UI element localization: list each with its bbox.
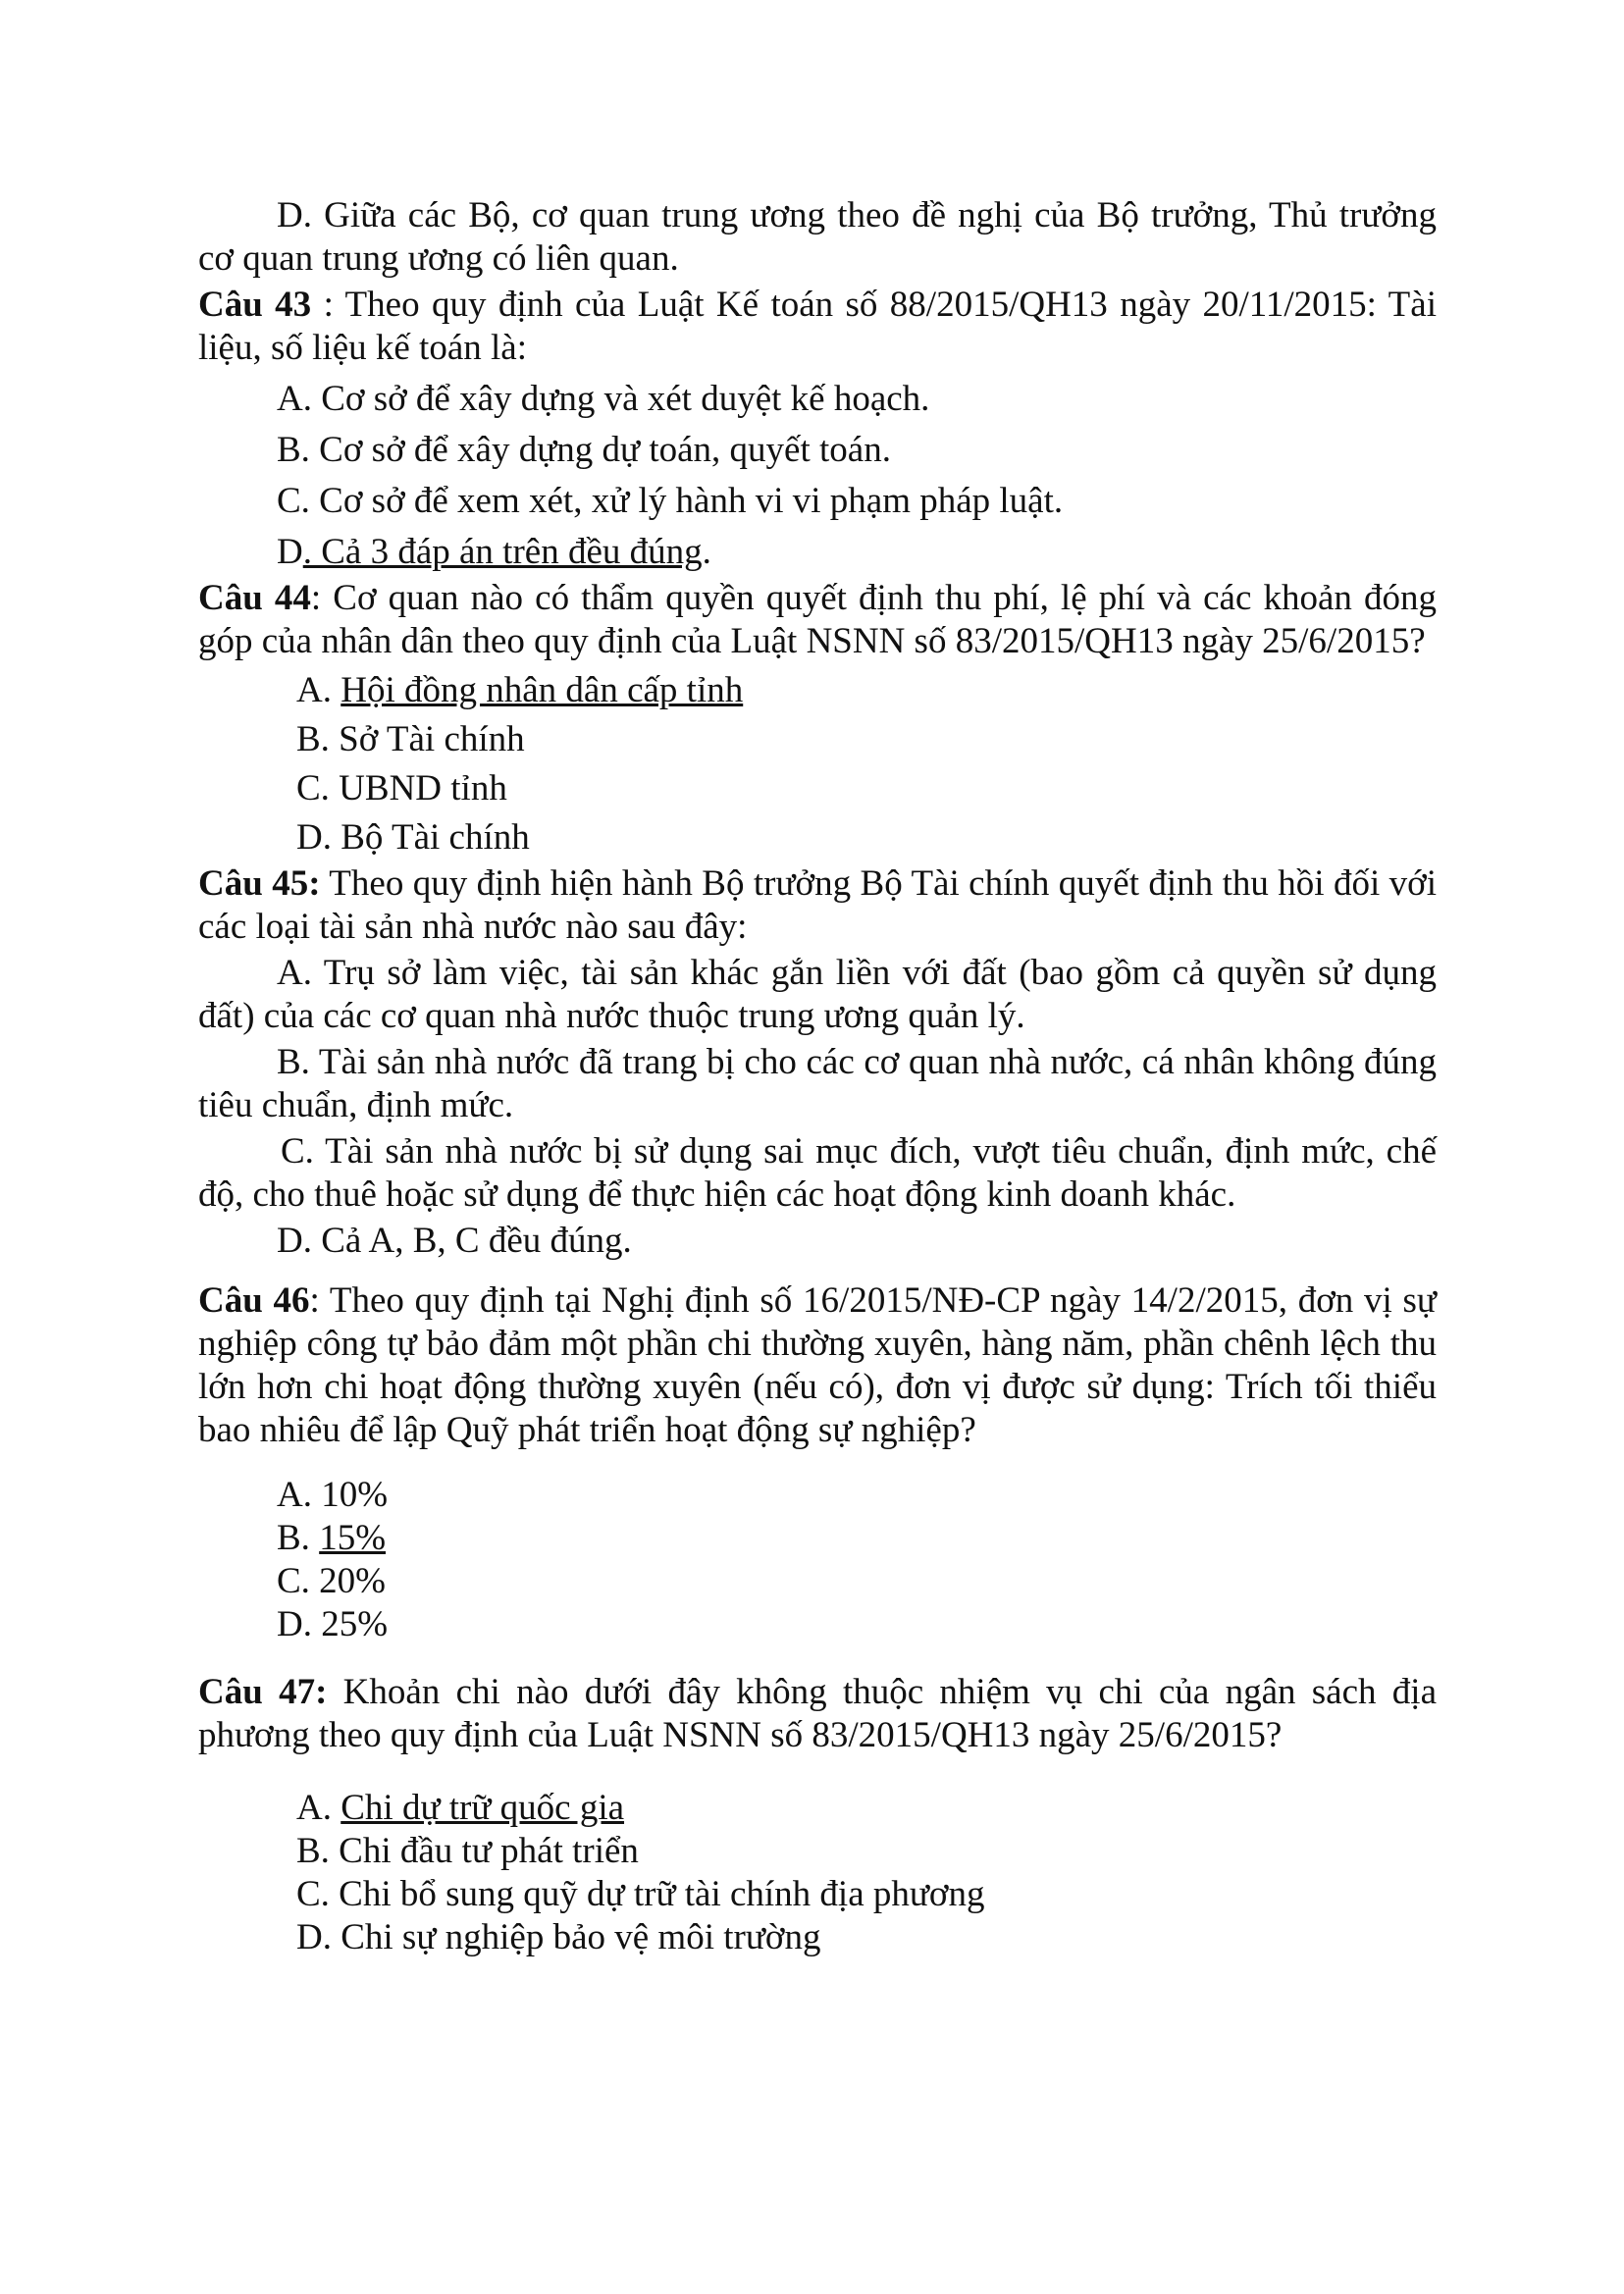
- option-a: A. Trụ sở làm việc, tài sản khác gắn liền với đất (bao gồm cả quyền sử dụng đất) của các cơ quan nhà nước thuộc trung ương quản lý.: [198, 953, 1437, 1036]
- question-label: Câu 47:: [198, 1672, 328, 1712]
- option-c: C. Tài sản nhà nước bị sử dụng sai mục đích, vượt tiêu chuẩn, định mức, chế độ, cho thuê hoặc sử dụng để thực hiện các hoạt động kinh doanh khác.: [198, 1131, 1437, 1215]
- option-a: A. Hội đồng nhân dân cấp tỉnh: [296, 670, 744, 710]
- document-body: [198, 194, 1437, 1959]
- question-42-option-d: D. Giữa các Bộ, cơ quan trung ương theo đề nghị của Bộ trưởng, Thủ trưởng cơ quan trung ương có liên quan.: [198, 195, 1437, 279]
- question-label: Câu 45:: [198, 863, 321, 904]
- option-c: C. UBND tỉnh: [296, 768, 507, 808]
- option-a: A. Chi dự trữ quốc gia: [296, 1788, 625, 1828]
- option-d: D. 25%: [277, 1604, 389, 1644]
- question-44-stem: Câu 44: Cơ quan nào có thẩm quyền quyết định thu phí, lệ phí và các khoản đóng góp của nhân dân theo quy định của Luật NSNN số 83/2015/QH13 ngày 25/6/2015?: [198, 578, 1437, 661]
- option-b: B. 15%: [277, 1518, 387, 1558]
- question-label: Câu 44: [198, 578, 311, 618]
- option-d: D. Cả 3 đáp án trên đều đúng.: [277, 532, 711, 572]
- question-label: Câu 46: [198, 1280, 310, 1321]
- question-label: Câu 43: [198, 285, 312, 325]
- option-a: A. Cơ sở để xây dựng và xét duyệt kế hoạch.: [277, 379, 930, 419]
- option-d: D. Cả A, B, C đều đúng.: [277, 1221, 632, 1261]
- question-46-stem: Câu 46: Theo quy định tại Nghị định số 16/2015/NĐ-CP ngày 14/2/2015, đơn vị sự nghiệp công tự bảo đảm một phần chi thường xuyên, hàng năm, phần chênh lệch thu lớn hơn chi hoạt động thường xuyên (nếu có), đơn vị được sử dụng: Trích tối thiểu bao nhiêu để lập Quỹ phát triển hoạt động sự nghiệp?: [198, 1280, 1437, 1450]
- option-c: C. Chi bổ sung quỹ dự trữ tài chính địa phương: [296, 1874, 985, 1914]
- option-b: B. Sở Tài chính: [296, 719, 525, 759]
- question-45-stem: Câu 45: Theo quy định hiện hành Bộ trưởng Bộ Tài chính quyết định thu hồi đối với các loại tài sản nhà nước nào sau đây:: [198, 863, 1438, 947]
- option-a: A. 10%: [277, 1475, 389, 1515]
- option-b: B. Cơ sở để xây dựng dự toán, quyết toán.: [277, 430, 891, 470]
- question-47-stem: Câu 47: Khoản chi nào dưới đây không thuộc nhiệm vụ chi của ngân sách địa phương theo quy định của Luật NSNN số 83/2015/QH13 ngày 25/6/2015?: [198, 1672, 1437, 1755]
- option-d: D. Bộ Tài chính: [296, 817, 530, 858]
- option-d: D. Chi sự nghiệp bảo vệ môi trường: [296, 1917, 821, 1957]
- option-c: C. 20%: [277, 1561, 386, 1601]
- option-b: B. Tài sản nhà nước đã trang bị cho các cơ quan nhà nước, cá nhân không đúng tiêu chuẩn, định mức.: [198, 1042, 1437, 1125]
- option-b: B. Chi đầu tư phát triển: [296, 1831, 639, 1871]
- question-43-stem: Câu 43 : Theo quy định của Luật Kế toán số 88/2015/QH13 ngày 20/11/2015: Tài liệu, số liệu kế toán là:: [198, 285, 1437, 368]
- option-c: C. Cơ sở để xem xét, xử lý hành vi vi phạm pháp luật.: [277, 481, 1064, 521]
